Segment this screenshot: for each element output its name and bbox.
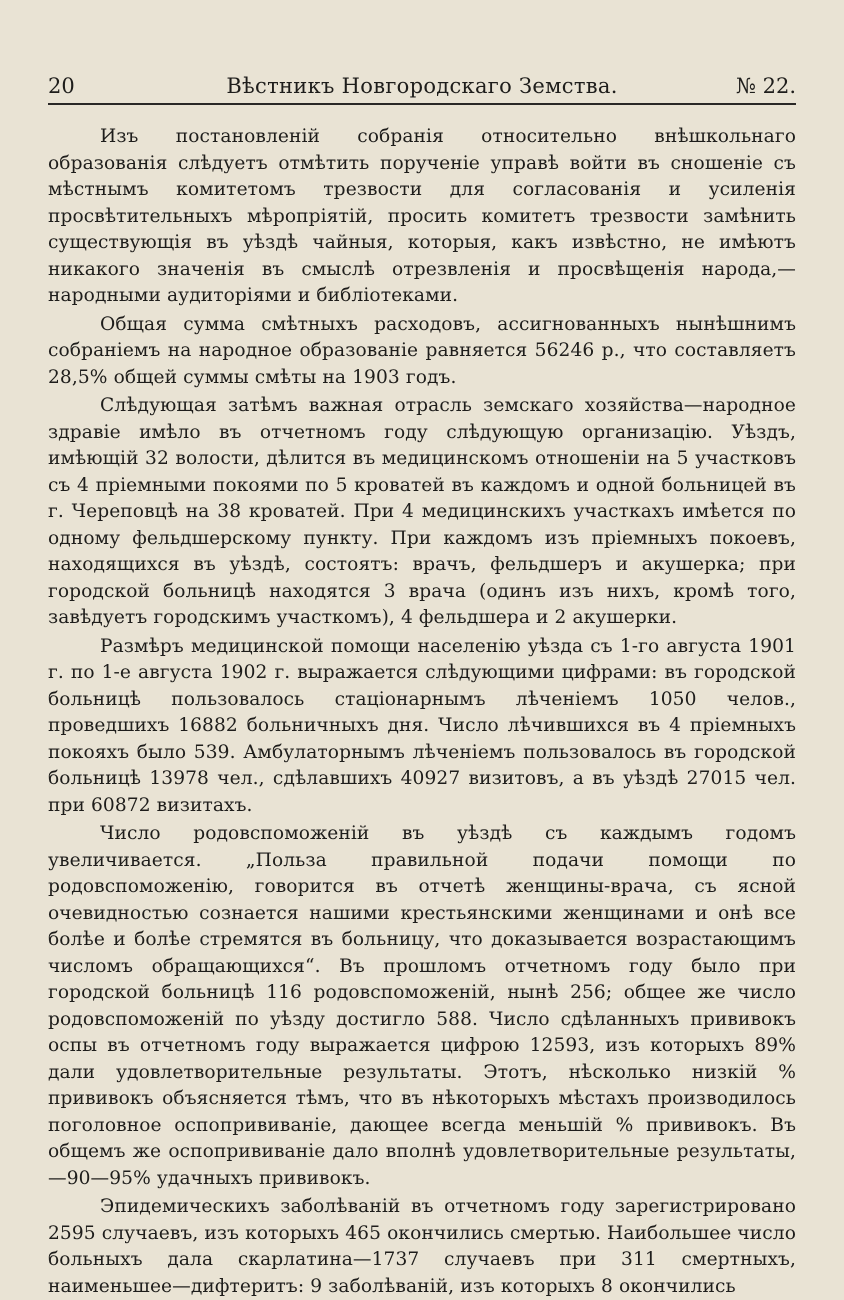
paragraph: Общая сумма смѣтныхъ расходовъ, ассигнованныхъ нынѣшнимъ собраніемъ на народное образованіе равняется 56246 р., что составляетъ 28,5% общей суммы смѣты на 1903 годъ. <box>48 313 796 388</box>
paragraph: Изъ постановленій собранія относительно внѣшкольнаго образованія слѣдуетъ отмѣтить порученіе управѣ войти въ сношеніе съ мѣстнымъ комитетомъ трезвости для согласованія и усиленія просвѣтительныхъ мѣропріятій, просить комитетъ трезвости замѣнить существующія въ уѣздѣ чайныя, которыя, какъ извѣстно, не имѣютъ никакого значенія въ смыслѣ отрезвленія и просвѣщенія народа,—народными аудиторіями и библіотеками. <box>48 126 796 306</box>
paragraph: Число родовспоможеній въ уѣздѣ съ каждымъ годомъ увеличивается. „Польза правильной подачи помощи по родовспоможенію, говорится въ отчетѣ женщины-врача, съ ясной очевидностью сознается нашими крестьянскими женщинами и онѣ все болѣе и болѣе стремятся въ больницу, что доказывается возрастающимъ числомъ обращающихся“. Въ прошломъ отчетномъ году было при городской больницѣ 116 родовспоможеній, нынѣ 256; общее же число родовспоможеній по уѣзду достигло 588. Число сдѣланныхъ прививокъ оспы въ отчетномъ году выражается цифрою 12593, изъ которыхъ 89% дали удовлетворительные результаты. Этотъ, нѣсколько низкій % прививокъ объясняется тѣмъ, что въ нѣкоторыхъ мѣстахъ производилось поголовное оспопрививаніе, дающее всегда меньшій % прививокъ. Въ общемъ же оспопрививаніе дало вполнѣ удовлетворительные результаты,—90—95% удачныхъ прививокъ. <box>48 823 796 1189</box>
header-rule <box>48 103 796 105</box>
page-number: 20 <box>48 74 75 98</box>
paragraph: Эпидемическихъ заболѣваній въ отчетномъ году зарегистрировано 2595 случаевъ, изъ которыхъ 465 окончились смертью. Наибольшее число больныхъ дала скарлатина—1737 случаевъ при 311 смертныхъ, наименьшее—дифтеритъ: 9 заболѣваній, изъ которыхъ 8 окончились <box>48 1196 796 1297</box>
paragraph: Размѣръ медицинской помощи населенію уѣзда съ 1-го августа 1901 г. по 1-е августа 1902 г. выражается слѣдующими цифрами: въ городской больницѣ пользовалось стаціонарнымъ лѣченіемъ 1050 челов., проведшихъ 16882 больничныхъ дня. Число лѣчившихся въ 4 пріемныхъ покояхъ было 539. Амбулаторнымъ лѣченіемъ пользовалось въ городской больницѣ 13978 чел., сдѣлавшихъ 40927 визитовъ, а въ уѣздѣ 27015 чел. при 60872 визитахъ. <box>48 635 796 816</box>
running-header <box>48 74 796 102</box>
issue-number: № 22. <box>736 74 796 98</box>
body-text <box>48 124 796 1300</box>
journal-title: Вѣстникъ Новгородскаго Земства. <box>226 74 618 98</box>
paragraph: Слѣдующая затѣмъ важная отрасль земскаго хозяйства—народное здравіе имѣло въ отчетномъ году слѣдующую организацію. Уѣздъ, имѣющій 32 волости, дѣлится въ медицинскомъ отношеніи на 5 участковъ съ 4 пріемными покоями по 5 кроватей въ каждомъ и одной больницей въ г. Череповцѣ на 38 кроватей. При 4 медицинскихъ участкахъ имѣется по одному фельдшерскому пункту. При каждомъ изъ пріемныхъ покоевъ, находящихся въ уѣздѣ, состоятъ: врачъ, фельдшеръ и акушерка; при городской больницѣ находятся 3 врача (одинъ изъ нихъ, кромѣ того, завѣдуетъ городскимъ участкомъ), 4 фельдшера и 2 акушерки. <box>48 395 796 628</box>
